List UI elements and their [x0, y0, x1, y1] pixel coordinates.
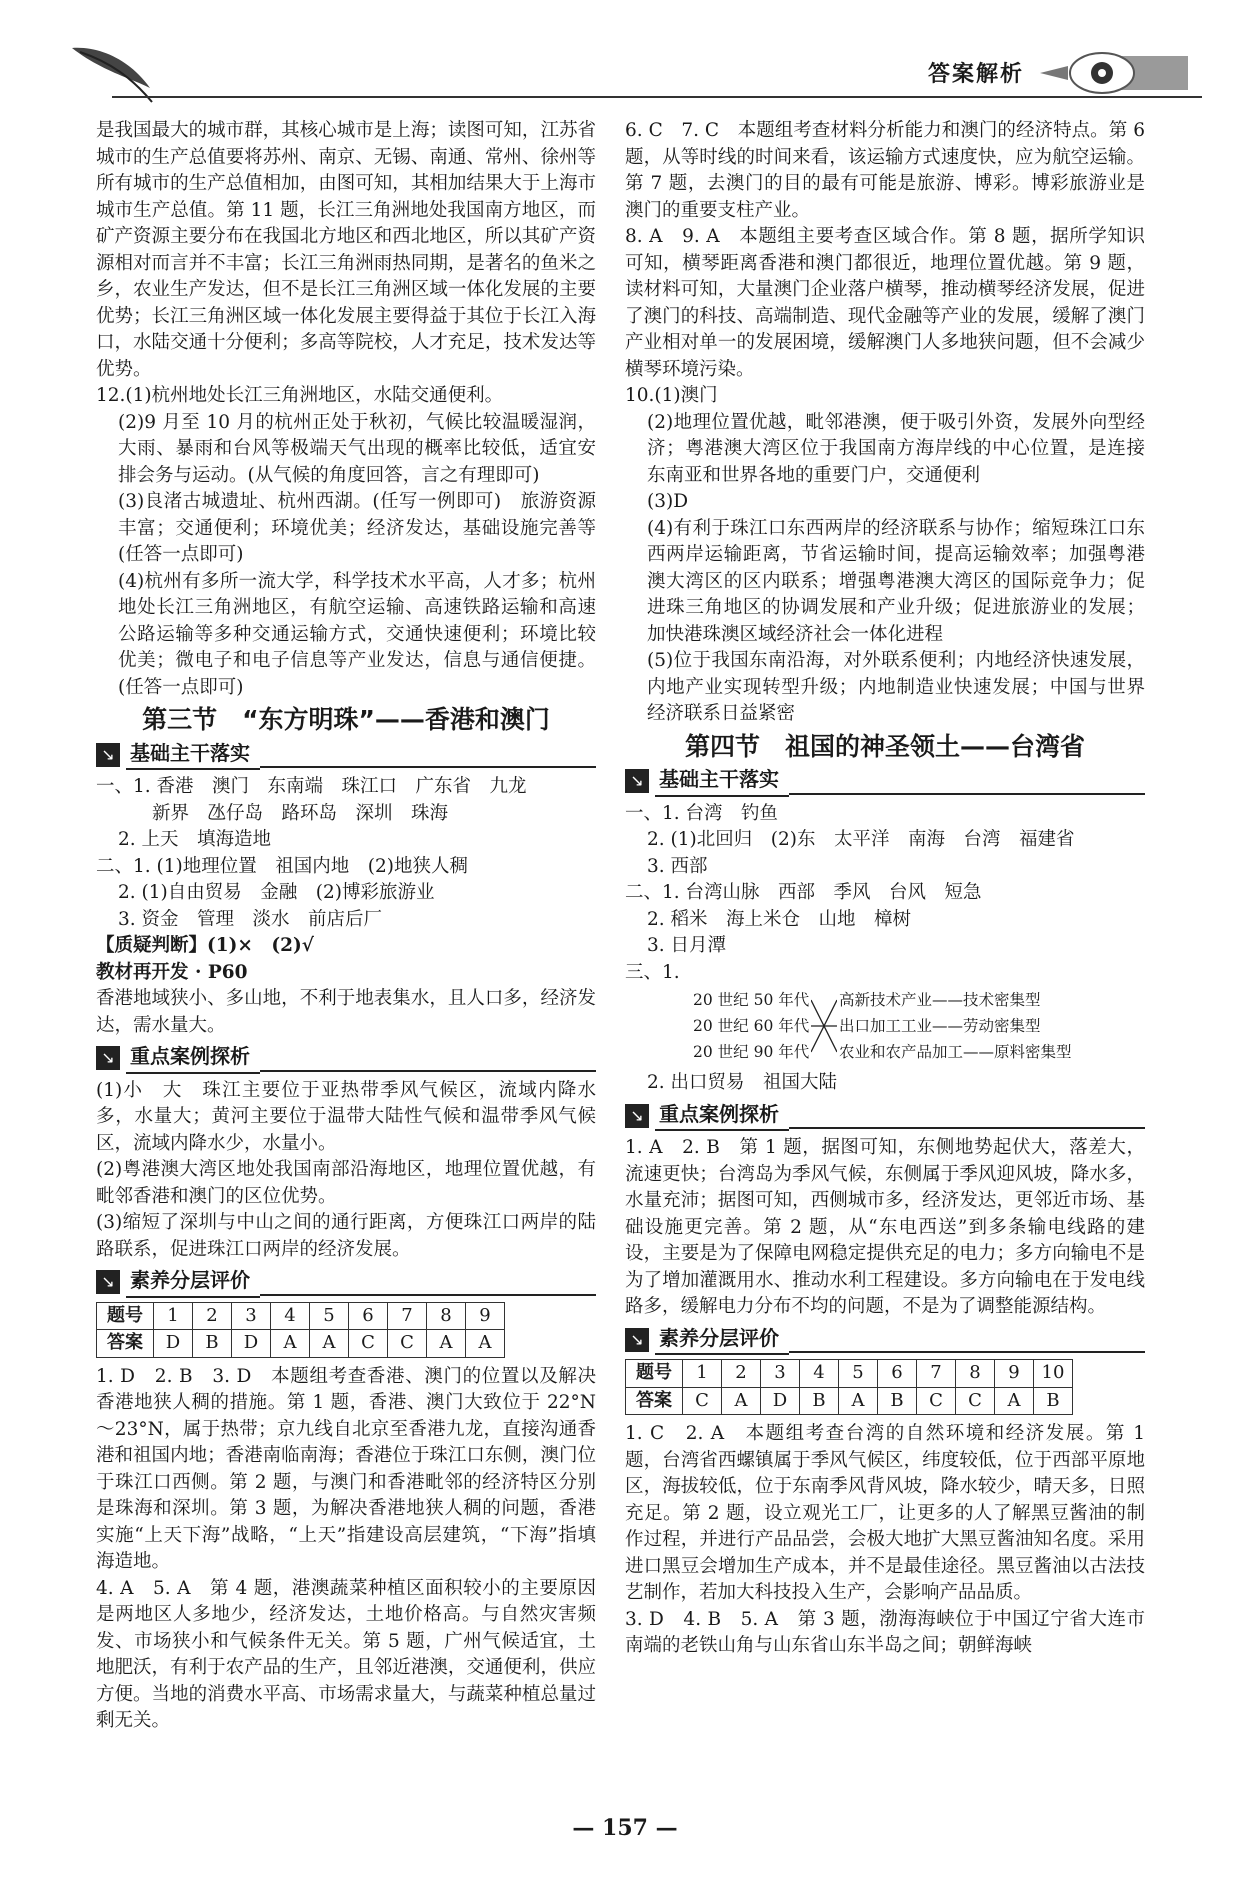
- table-cell: A: [995, 1387, 1034, 1415]
- bar-label: 基础主干落实: [655, 766, 789, 797]
- table-cell: C: [388, 1330, 427, 1358]
- diagram-connector-lines: [811, 988, 837, 1066]
- arrow-icon: ↘: [625, 769, 649, 793]
- table-cell: D: [232, 1330, 271, 1358]
- table-cell: 8: [427, 1302, 466, 1330]
- table-cell: 9: [995, 1360, 1034, 1388]
- diagram-left-label: 20 世纪 60 年代: [693, 1017, 810, 1035]
- table-cell: A: [839, 1387, 878, 1415]
- basics-line: 3. 日月潭: [647, 935, 727, 956]
- table-cell: C: [349, 1330, 388, 1358]
- basics-line: 一、1. 台湾 钓鱼: [625, 802, 779, 824]
- q10-line: 10.(1)澳门: [625, 385, 718, 406]
- table-cell: A: [466, 1330, 505, 1358]
- q12-line: 12.(1)杭州地处长江三角洲地区，水陆交通便利。: [96, 385, 504, 406]
- q10-line: (2)地理位置优越，毗邻港澳，便于吸引外资，发展外向型经济；粤港澳大湾区位于我国南方海岸线的中心位置，是连接东南亚和世界各地的重要门户，交通便利: [647, 411, 1145, 486]
- q10-line: (5)位于我国东南沿海，对外联系便利；内地经济快速发展，内地产业实现转型升级；内地制造业快速发展；中国与世界经济联系日益紧密: [647, 650, 1145, 724]
- q10-line: (3)D: [647, 491, 689, 512]
- basics-line: 2. 上天 填海造地: [118, 829, 272, 850]
- table-cell: 7: [388, 1302, 427, 1330]
- basics-line: 2. (1)北回归 (2)东 太平洋 南海 台湾 福建省: [647, 829, 1075, 850]
- table-cell: 7: [917, 1360, 956, 1388]
- table-cell: A: [310, 1330, 349, 1358]
- table-cell: A: [722, 1387, 761, 1415]
- table-cell: B: [800, 1387, 839, 1415]
- section-bar: [96, 1267, 596, 1298]
- page-header: [0, 0, 1250, 110]
- table-row: [97, 1302, 505, 1330]
- section-title: 第三节 “东方明珠”——香港和澳门: [142, 705, 550, 734]
- section-bar: [96, 1043, 596, 1074]
- basics-line: 二、1. 台湾山脉 西部 季风 台风 短急: [625, 882, 982, 903]
- table-cell: 2: [193, 1302, 232, 1330]
- table-cell: 4: [271, 1302, 310, 1330]
- q12-line: (2)9 月至 10 月的杭州正处于秋初，气候比较温暖湿润，大雨、暴雨和台风等极端天气出现的概率比较低，适宜安排会务与运动。(从气候的角度回答，言之有理即可): [118, 411, 596, 486]
- table-row: [626, 1387, 1073, 1415]
- table-cell: D: [154, 1330, 193, 1358]
- table-cell: 5: [310, 1302, 349, 1330]
- section-bar: [625, 766, 1145, 797]
- table-row: [97, 1330, 505, 1358]
- bar-label: 重点案例探析: [126, 1043, 260, 1074]
- table-cell: 3: [761, 1360, 800, 1388]
- diagram-left-label: 20 世纪 90 年代: [693, 1043, 810, 1061]
- diagram-right-label: 高新技术产业——技术密集型: [839, 991, 1041, 1009]
- basics-line: 一、1. 香港 澳门 东南端 珠江口 广东省 九龙: [96, 776, 527, 797]
- bar-label: 重点案例探析: [655, 1101, 789, 1132]
- basics-line: 2. (1)自由贸易 金融 (2)博彩旅游业: [118, 882, 435, 903]
- basics-line: 3. 资金 管理 淡水 前店后厂: [118, 908, 383, 930]
- explain-paragraph: 1. C 2. A 本题组考查台湾的自然环境和经济发展。第 1 题，台湾省西螺镇属于季风气候区，纬度较低，位于西部平原地区，海拔较低，位于东南季风背风坡，降水较少，晴天多，日照充足。第 2 题，设立观光工厂，让更多的人了解黑豆酱油的制作过程，并进行产品品尝，会极大地扩大黑豆酱油知名度。采用进口黑豆会增加生产成本，并不是最佳途径。黑豆酱油以古法技艺制作，若加大科技投入生产，会影响产品品质。: [625, 1423, 1145, 1603]
- case-line: (3)缩短了深圳与中山之间的通行距离，方便珠江口两岸的陆路联系，促进珠江口两岸的经济发展。: [96, 1212, 596, 1260]
- basics-line: 2. 出口贸易 祖国大陆: [647, 1072, 838, 1093]
- table-cell: B: [193, 1330, 232, 1358]
- case-line: (2)粤港澳大湾区地处我国南部沿海地区，地理位置优越，有毗邻香港和澳门的区位优势。: [96, 1159, 596, 1207]
- table-cell: 6: [349, 1302, 388, 1330]
- explain-paragraph: 3. D 4. B 5. A 第 3 题，渤海海峡位于中国辽宁省大连市南端的老铁山角与山东省山东半岛之间；朝鲜海峡: [625, 1608, 1145, 1656]
- bar-label: 素养分层评价: [126, 1267, 260, 1298]
- table-cell: C: [956, 1387, 995, 1415]
- table-cell: 3: [232, 1302, 271, 1330]
- table-cell: 6: [878, 1360, 917, 1388]
- intro-paragraph: 是我国最大的城市群，其核心城市是上海；读图可知，江苏省城市的生产总值要将苏州、南京、无锡、南通、常州、徐州等所有城市的生产总值相加，由图可知，其相加结果大于上海市城市生产总值。第 11 题，长江三角洲地处我国南方地区，而矿产资源主要分布在我国北方地区和西北地区，所以其矿产资源相对而言并不丰富；长江三角洲雨热同期，是著名的鱼米之乡，农业生产发达，但不是长江三角洲区域一体化发展的主要优势；长江三角洲区域一体化发展主要得益于其位于长江入海口，水陆交通十分便利；多高等院校，人才充足，技术发达等优势。: [96, 120, 596, 380]
- section-bar: [625, 1101, 1145, 1132]
- table-cell: 1: [683, 1360, 722, 1388]
- arrow-icon: ↘: [625, 1328, 649, 1352]
- table-cell: B: [1034, 1387, 1073, 1415]
- table-answer-label: 答案: [97, 1330, 154, 1358]
- textbook-label: 教材再开发 · P60: [96, 961, 248, 983]
- table-cell: 10: [1034, 1360, 1073, 1388]
- header-title: 答案解析: [928, 62, 1025, 87]
- table-cell: A: [271, 1330, 310, 1358]
- diagram-right-label: 出口加工工业——劳动密集型: [839, 1017, 1041, 1035]
- basics-line: 2. 稻米 海上米仓 山地 樟树: [647, 908, 912, 930]
- q12-line: (3)良渚古城遗址、杭州西湖。(任写一例即可) 旅游资源丰富；交通便利；环境优美；经济发达，基础设施完善等(任答一点即可): [118, 491, 596, 565]
- case-line: (1)小 大 珠江主要位于亚热带季风气候区，流域内降水多，水量大；黄河主要位于温带大陆性气候和温带季风气候区，流域内降水少，水量小。: [96, 1079, 596, 1154]
- judge-line: 【质疑判断】(1)× (2)√: [96, 935, 314, 956]
- bar-label: 素养分层评价: [655, 1325, 789, 1356]
- table-cell: 1: [154, 1302, 193, 1330]
- table-head-label: 题号: [97, 1302, 154, 1330]
- right-column: [625, 118, 1145, 1660]
- diagram-left-label: 20 世纪 50 年代: [693, 991, 810, 1009]
- table-cell: A: [427, 1330, 466, 1358]
- table-head-label: 题号: [626, 1360, 683, 1388]
- arrow-icon: ↘: [96, 743, 120, 767]
- explain-paragraph: 8. A 9. A 本题组主要考查区域合作。第 8 题，据所学知识可知，横琴距离香港和澳门都很近，地理位置优越。第 9 题，读材料可知，大量澳门企业落户横琴，推动横琴经济发展，促进了澳门的科技、高端制造、现代金融等产业的发展，缓解了澳门产业相对单一的发展困境，缓解澳门人多地狭问题，但不会减少横琴环境污染。: [625, 226, 1145, 380]
- table-cell: C: [683, 1387, 722, 1415]
- arrow-icon: ↘: [625, 1104, 649, 1128]
- table-cell: D: [761, 1387, 800, 1415]
- table-cell: 2: [722, 1360, 761, 1388]
- header-rule: [112, 96, 1202, 98]
- table-row: [626, 1360, 1073, 1388]
- textbook-answer: 香港地域狭小、多山地，不利于地表集水，且人口多，经济发达，需水量大。: [96, 988, 596, 1036]
- table-cell: 9: [466, 1302, 505, 1330]
- section-title: 第四节 祖国的神圣领土——台湾省: [684, 731, 1085, 761]
- answer-table: [96, 1302, 505, 1358]
- basics-line: 3. 西部: [647, 855, 708, 877]
- page-number: — 157 —: [572, 1815, 678, 1841]
- table-cell: C: [917, 1387, 956, 1415]
- table-answer-label: 答案: [626, 1387, 683, 1415]
- explain-paragraph: 6. C 7. C 本题组考查材料分析能力和澳门的经济特点。第 6 题，从等时线的时间来看，该运输方式速度快，应为航空运输。第 7 题，去澳门的目的最有可能是旅游、博彩。博彩旅游业是澳门的重要支柱产业。: [625, 120, 1145, 221]
- diagram-right-label: 农业和农产品加工——原料密集型: [839, 1043, 1072, 1061]
- section-bar: [625, 1325, 1145, 1356]
- q12-line: (4)杭州有多所一流大学，科学技术水平高，人才多；杭州地处长江三角洲地区，有航空运输、高速铁路运输和高速公路运输等多种交通运输方式，交通快速便利；环境比较优美；微电子和电子信息等产业发达，信息与通信便捷。(任答一点即可): [118, 570, 596, 698]
- q10-line: (4)有利于珠江口东西两岸的经济联系与协作；缩短珠江口东西两岸运输距离，节省运输时间，提高运输效率；加强粤港澳大湾区的区内联系；增强粤港澳大湾区的国际竞争力；促进珠三角地区的协调发展和产业升级；促进旅游业的发展；加快港珠澳区域经济社会一体化进程: [647, 517, 1145, 645]
- table-cell: 4: [800, 1360, 839, 1388]
- basics-line: 三、1.: [625, 961, 680, 983]
- bar-label: 基础主干落实: [126, 740, 260, 771]
- left-column: [96, 118, 596, 1735]
- explain-paragraph: 1. D 2. B 3. D 本题组考查香港、澳门的位置以及解决香港地狭人稠的措施。第 1 题，香港、澳门大致位于 22°N～23°N，属于热带；京九线自北京至香港九龙，直接沟通香港和祖国内地；香港南临南海；香港位于珠江口东侧，澳门位于珠江口西侧。第 2 题，与澳门和香港毗邻的经济特区分别是珠海和深圳。第 3 题，为解决香港地狭人稠的问题，香港实施“上天下海”战略，“上天”指建设高层建筑，“下海”指填海造地。: [96, 1365, 596, 1572]
- basics-line: 二、1. (1)地理位置 祖国内地 (2)地狭人稠: [96, 855, 468, 877]
- case-line: 1. A 2. B 第 1 题，据图可知，东侧地势起伏大，落差大，流速更快；台湾岛为季风气候，东侧属于季风迎风坡，降水多，水量充沛；据图可知，西侧城市多，经济发达，更邻近市场、基础设施更完善。第 2 题，从“东电西送”到多条输电线路的建设，主要是为了保障电网稳定提供充足的电力；多方向输电不是为了增加灌溉用水、推动水利工程建设。多方向输电在于发电线路多，缓解电力分布不均的问题，不是为了调整能源结构。: [625, 1137, 1145, 1317]
- answer-table: [625, 1359, 1073, 1415]
- explain-paragraph: 4. A 5. A 第 4 题，港澳蔬菜种植区面积较小的主要原因是两地区人多地少，经济发达，土地价格高。与自然灾害频发、市场狭小和气候条件无关。第 5 题，广州气候适宜，土地肥沃，有利于农产品的生产，且邻近港澳，交通便利，供应方便。当地的消费水平高、市场需求量大，与蔬菜种植总量过剩无关。: [96, 1577, 596, 1731]
- eye-logo-icon: [1040, 48, 1190, 98]
- basics-line: 新界 氹仔岛 路环岛 深圳 珠海: [152, 802, 449, 824]
- table-cell: 8: [956, 1360, 995, 1388]
- arrow-icon: ↘: [96, 1046, 120, 1070]
- table-cell: B: [878, 1387, 917, 1415]
- industry-diagram: [625, 988, 1145, 1066]
- section-bar: [96, 740, 596, 771]
- table-cell: 5: [839, 1360, 878, 1388]
- arrow-icon: ↘: [96, 1270, 120, 1294]
- quill-leaf-icon: [70, 40, 160, 110]
